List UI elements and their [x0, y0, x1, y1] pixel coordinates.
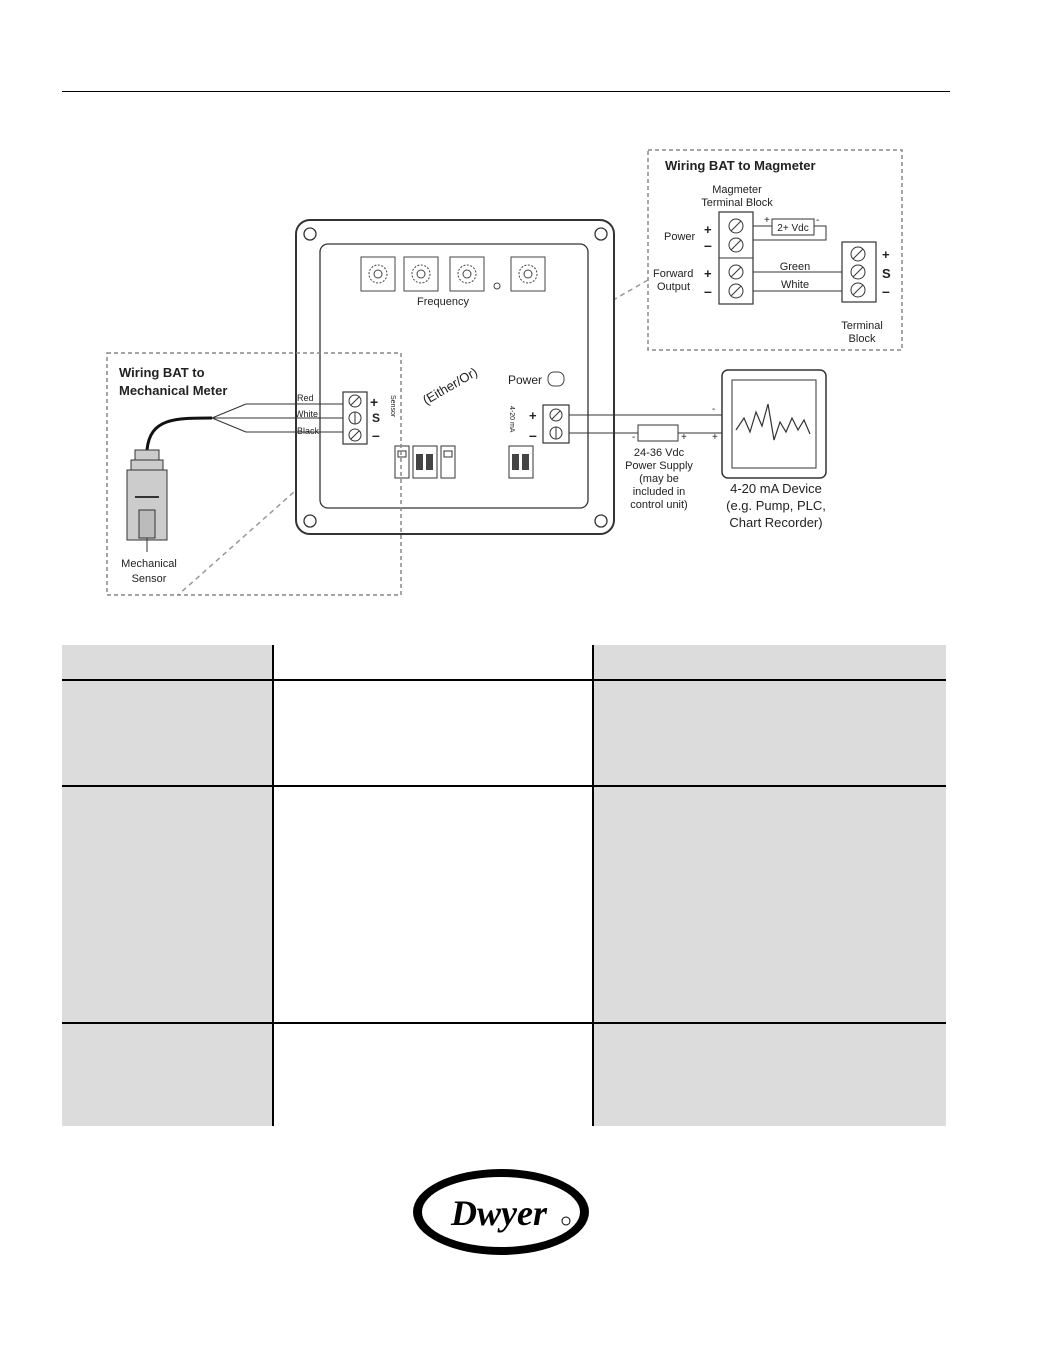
table-cell [62, 1024, 273, 1126]
white-label: White [780, 279, 810, 291]
supply-label [625, 447, 693, 511]
table-cell [273, 645, 593, 679]
power-indicator-label: Power [508, 373, 543, 387]
ma-vertical-label: 4-20 mA [508, 406, 515, 433]
svg-text:-: - [712, 404, 716, 415]
svg-text:+: + [681, 432, 687, 443]
svg-text:+: + [712, 432, 718, 443]
green-label: Green [779, 261, 811, 273]
frequency-label: Frequency [417, 296, 469, 308]
table-row [62, 1024, 946, 1126]
mech-sensor-label-2: Sensor [131, 573, 167, 585]
bat-unit [296, 220, 614, 534]
table-cell [62, 787, 273, 1022]
mech-title-2: Mechanical Meter [119, 383, 228, 398]
magmeter-block-label-1: Magmeter [712, 184, 762, 196]
device-label-2: (e.g. Pump, PLC, [726, 498, 826, 513]
svg-text:–: – [704, 283, 712, 299]
svg-text:control unit): control unit) [630, 499, 688, 511]
table-cell [593, 1024, 946, 1126]
table-column-divider [592, 645, 594, 1126]
terminal-block-label-1: Terminal [841, 320, 883, 332]
output-label: Output [657, 281, 691, 293]
magmeter-inset [648, 150, 902, 350]
device-label-3: Chart Recorder) [729, 515, 823, 530]
svg-text:+: + [704, 266, 712, 281]
svg-text:+: + [764, 215, 770, 226]
wire-black-label: Black [297, 426, 320, 436]
ma-device [722, 370, 826, 530]
svg-text:included in: included in [632, 486, 686, 498]
wire-red-label: Red [297, 393, 314, 403]
svg-text:+: + [882, 247, 890, 262]
table-cell [593, 787, 946, 1022]
svg-text:24-36 Vdc: 24-36 Vdc [633, 447, 685, 459]
svg-text:-: - [816, 215, 820, 226]
table-cell [593, 645, 946, 679]
dwyer-logo [408, 1165, 594, 1259]
table-row [62, 787, 946, 1022]
svg-text:+: + [529, 408, 537, 423]
power-label: Power [664, 231, 696, 243]
table-cell [62, 681, 273, 785]
wire-white-label: White [295, 409, 319, 419]
svg-text:+: + [704, 222, 712, 237]
svg-text:–: – [372, 427, 380, 443]
mech-title-1: Wiring BAT to [119, 365, 205, 380]
table-column-divider [272, 645, 274, 1126]
svg-text:–: – [704, 237, 712, 253]
mech-sensor-label-1: Mechanical [121, 558, 177, 570]
table-cell [62, 645, 273, 679]
magmeter-block-label-2: Terminal Block [701, 197, 773, 209]
table-row [62, 681, 946, 785]
either-or-label: (Either/Or) [420, 364, 481, 408]
s-label-sensor: S [372, 411, 381, 425]
vdc-label: 2+ Vdc [777, 223, 809, 234]
terminal-block-label-2: Block [848, 333, 876, 345]
svg-text:–: – [529, 427, 537, 443]
table-cell [273, 1024, 593, 1126]
logo-text: Dwyer [451, 1193, 547, 1233]
sensor-vertical-label: Sensor [389, 395, 396, 418]
s-label-magmeter: S [882, 266, 891, 281]
table-cell [273, 787, 593, 1022]
magmeter-title: Wiring BAT to Magmeter [665, 158, 816, 173]
table-cell [593, 681, 946, 785]
forward-label: Forward [653, 268, 694, 280]
wiring-diagram [0, 0, 1040, 640]
frequency-dials [361, 257, 545, 291]
svg-text:Power Supply: Power Supply [625, 460, 693, 472]
device-label-1: 4-20 mA Device [730, 481, 822, 496]
table-header-row [62, 645, 946, 679]
table-cell [273, 681, 593, 785]
svg-text:+: + [370, 394, 379, 410]
svg-text:–: – [882, 283, 890, 299]
svg-text:(may be: (may be [639, 473, 679, 485]
svg-text:-: - [632, 432, 636, 443]
